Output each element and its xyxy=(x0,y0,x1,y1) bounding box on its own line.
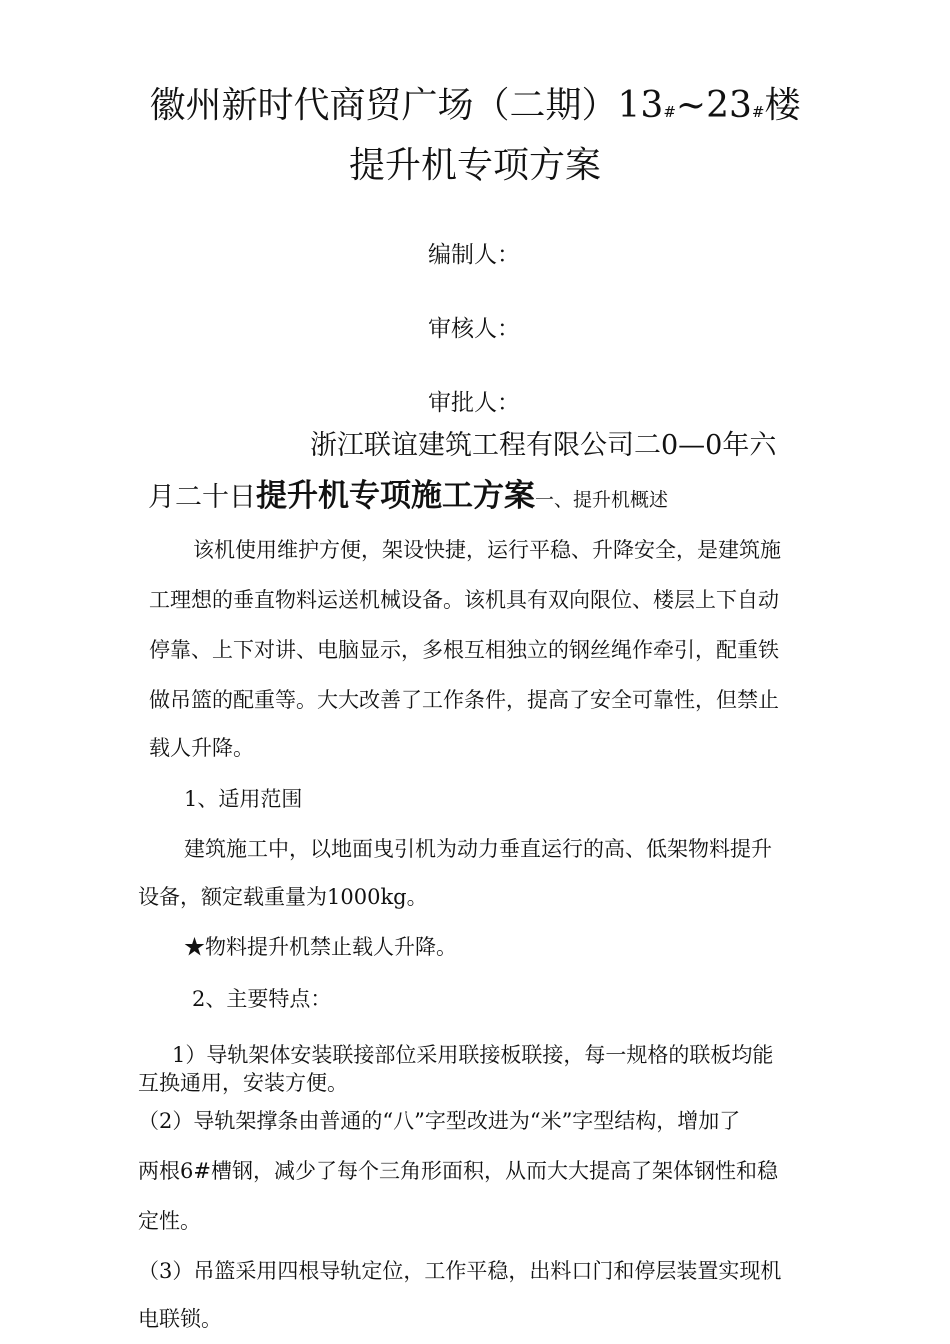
feature-2-line-1: （2）导轨架撑条由普通的“八”字型改进为“米”字型结构，增加了 xyxy=(138,1109,741,1133)
reviewer-label: 审核人： xyxy=(428,316,520,342)
section-1-line-2: 设备，额定载重量为1000kg。 xyxy=(138,885,428,909)
document-title-line1 xyxy=(0,82,950,136)
intro-line-2: 工理想的垂直物料运送机械设备。该机具有双向限位、楼层上下自动 xyxy=(149,588,779,612)
feature-2-line-2: 两根6#槽钢，减少了每个三角形面积，从而大大提高了架体钢性和稳 xyxy=(138,1159,778,1183)
warning-note: ★物料提升机禁止载人升降。 xyxy=(184,935,457,959)
feature-3-line-2: 电联锁。 xyxy=(138,1307,222,1331)
section-heading-overview: 一、提升机概述 xyxy=(535,489,669,511)
intro-line-3: 停靠、上下对讲、电脑显示，多根互相独立的钢丝绳作牵引，配重铁 xyxy=(149,638,779,662)
document-title-line2: 提升机专项方案 xyxy=(348,145,601,186)
intro-line-5: 载人升降。 xyxy=(149,736,254,760)
section-2-title: 2、主要特点： xyxy=(192,987,332,1011)
feature-3-line-1: （3）吊篮采用四根导轨定位，工作平稳，出料口门和停层装置实现机 xyxy=(138,1259,782,1283)
intro-line-1: 该机使用维护方便，架设快捷，运行平稳、升降安全，是建筑施 xyxy=(193,538,781,562)
feature-1-line-2: 互换通用，安装方便。 xyxy=(138,1071,348,1095)
building-number-mark: # xyxy=(751,103,765,121)
title-text-part3: 楼 xyxy=(764,85,801,126)
feature-1-line-1: 1）导轨架体安装联接部位采用联接板联接，每一规格的联板均能 xyxy=(172,1043,774,1067)
title-text-part1: 徽州新时代商贸广场（二期）13 xyxy=(149,85,664,126)
date-and-heading-line xyxy=(148,476,668,520)
compiler-label: 编制人： xyxy=(428,242,520,268)
company-name-line: 浙江联谊建筑工程有限公司二0—0年六 xyxy=(310,430,777,461)
intro-line-4: 做吊篮的配重等。大大改善了工作条件，提高了安全可靠性，但禁止 xyxy=(149,688,779,712)
title-text-part2: ~23 xyxy=(675,85,752,126)
section-1-title: 1、适用范围 xyxy=(184,787,303,811)
section-main-heading: 提升机专项施工方案 xyxy=(256,478,535,514)
date-text: 月二十日 xyxy=(148,482,256,513)
section-1-line-1: 建筑施工中，以地面曳引机为动力垂直运行的高、低架物料提升 xyxy=(184,837,772,861)
building-number-mark: # xyxy=(663,103,676,121)
feature-2-line-3: 定性。 xyxy=(138,1209,201,1233)
approver-label: 审批人： xyxy=(428,390,520,416)
